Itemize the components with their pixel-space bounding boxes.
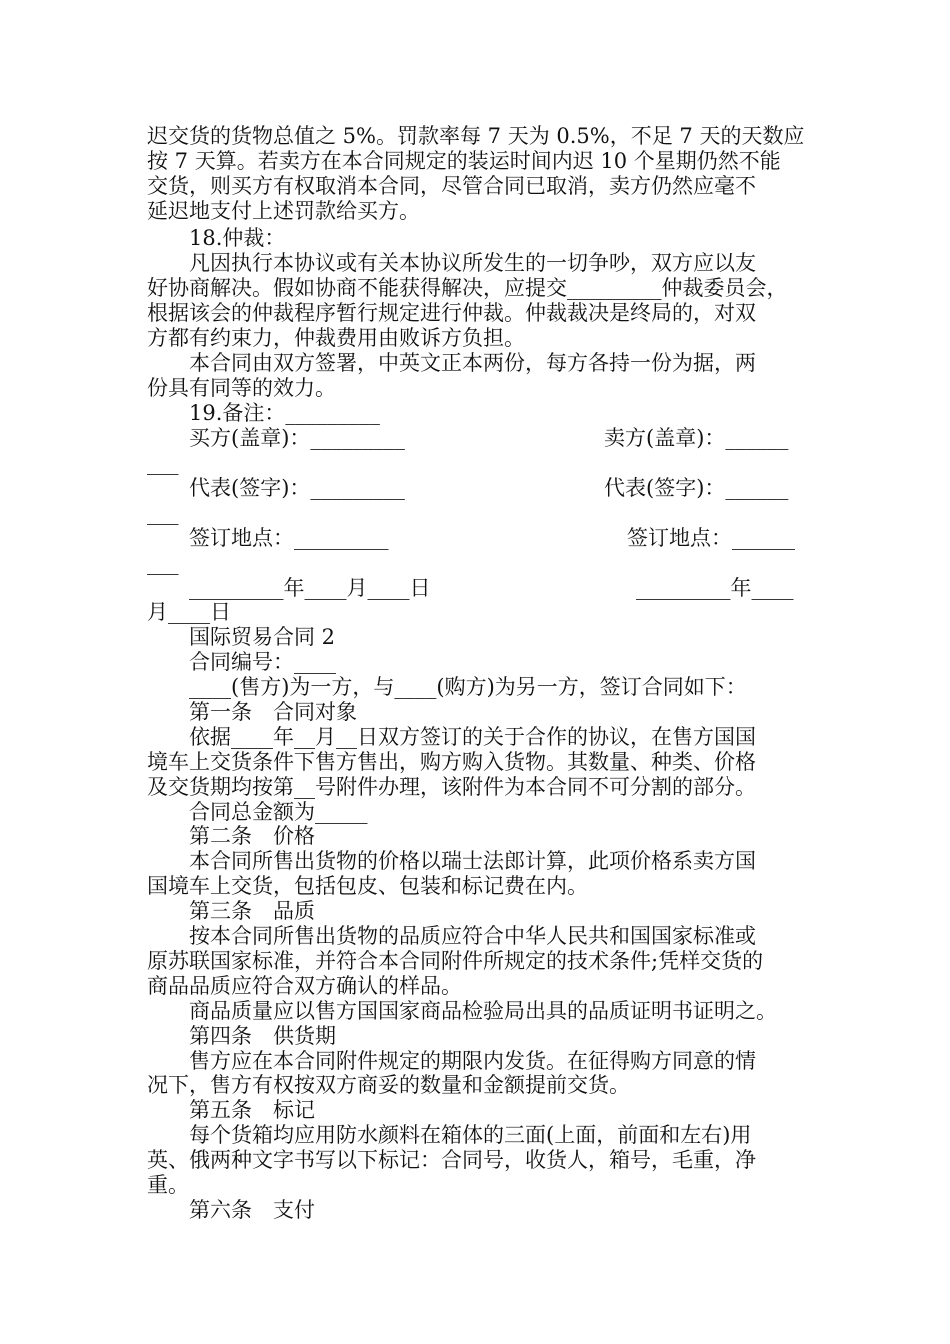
- text-line: 商品质量应以售方国国家商品检验局出具的品质证明书证明之。: [189, 999, 777, 1023]
- blank-continuation: ___: [147, 501, 179, 525]
- buyer-seal-label: 买方(盖章)：_________: [189, 426, 405, 450]
- text-line: 方都有约束力，仲裁费用由败诉方负担。: [147, 326, 525, 350]
- text-line: 依据____年__月__日双方签订的关于合作的协议，在售方国国: [189, 725, 756, 749]
- seller-date-line: _________年____: [636, 576, 794, 600]
- text-line: 交货，则买方有权取消本合同，尽管合同已取消，卖方仍然应毫不: [147, 174, 756, 198]
- buyer-representative-label: 代表(签字)：_________: [189, 476, 405, 500]
- seller-representative-label: 代表(签字)：______: [604, 476, 789, 500]
- article-heading: 第一条 合同对象: [189, 700, 357, 724]
- text-line: 本合同所售出货物的价格以瑞士法郎计算，此项价格系卖方国: [189, 849, 756, 873]
- text-line: 况下，售方有权按双方商妥的数量和金额提前交货。: [147, 1073, 630, 1097]
- text-line: 根据该会的仲裁程序暂行规定进行仲裁。仲裁裁决是终局的，对双: [147, 301, 756, 325]
- text-line: 及交货期均按第__号附件办理，该附件为本合同不可分割的部分。: [147, 775, 756, 799]
- blank-continuation: ___: [147, 451, 179, 475]
- date-continuation: 月____日: [147, 600, 231, 624]
- contract-number-line: 合同编号：____: [189, 650, 336, 674]
- text-line: 英、俄两种文字书写以下标记：合同号，收货人，箱号，毛重，净: [147, 1148, 756, 1172]
- text-line: 售方应在本合同附件规定的期限内发货。在征得购方同意的情: [189, 1049, 756, 1073]
- text-line: 商品品质应符合双方确认的样品。: [147, 974, 462, 998]
- buyer-date-line: _________年____月____日: [189, 576, 431, 600]
- section-heading: 18.仲裁：: [189, 226, 286, 250]
- text-line: 按 7 天算。若卖方在本合同规定的装运时间内迟 10 个星期仍然不能: [147, 149, 781, 173]
- article-heading: 第三条 品质: [189, 899, 315, 923]
- text-line: 凡因执行本协议或有关本协议所发生的一切争吵，双方应以友: [189, 251, 756, 275]
- text-line: 好协商解决。假如协商不能获得解决，应提交_________仲裁委员会，: [147, 276, 788, 300]
- seller-seal-label: 卖方(盖章)：______: [604, 426, 789, 450]
- article-heading: 第五条 标记: [189, 1098, 315, 1122]
- document-title: 国际贸易合同 2: [189, 625, 336, 649]
- article-heading: 第四条 供货期: [189, 1024, 336, 1048]
- seller-signing-place-label: 签订地点：______: [627, 526, 795, 550]
- text-line: 境车上交货条件下售方售出，购方购入货物。其数量、种类、价格: [147, 750, 756, 774]
- text-line: 按本合同所售出货物的品质应符合中华人民共和国国家标准或: [189, 924, 756, 948]
- text-line: 迟交货的货物总值之 5%。罚款率每 7 天为 0.5%，不足 7 天的天数应: [147, 124, 805, 148]
- total-amount-line: 合同总金额为_____: [189, 800, 368, 824]
- article-heading: 第二条 价格: [189, 824, 315, 848]
- text-line: 每个货箱均应用防水颜料在箱体的三面(上面，前面和左右)用: [189, 1123, 752, 1147]
- text-line: 国境车上交货，包括包皮、包装和标记费在内。: [147, 874, 588, 898]
- text-line: 份具有同等的效力。: [147, 376, 336, 400]
- text-line: 本合同由双方签署，中英文正本两份，每方各持一份为据，两: [189, 351, 756, 375]
- remarks-line: 19.备注：_________: [189, 401, 380, 425]
- text-line: 延迟地支付上述罚款给买方。: [147, 199, 420, 223]
- blank-continuation: ___: [147, 551, 179, 575]
- text-line: 原苏联国家标准，并符合本合同附件所规定的技术条件;凭样交货的: [147, 949, 764, 973]
- article-heading: 第六条 支付: [189, 1198, 315, 1222]
- buyer-signing-place-label: 签订地点：_________: [189, 526, 389, 550]
- text-line: 重。: [147, 1173, 189, 1197]
- text-line: ____(售方)为一方，与____(购方)为另一方，签订合同如下：: [189, 675, 747, 699]
